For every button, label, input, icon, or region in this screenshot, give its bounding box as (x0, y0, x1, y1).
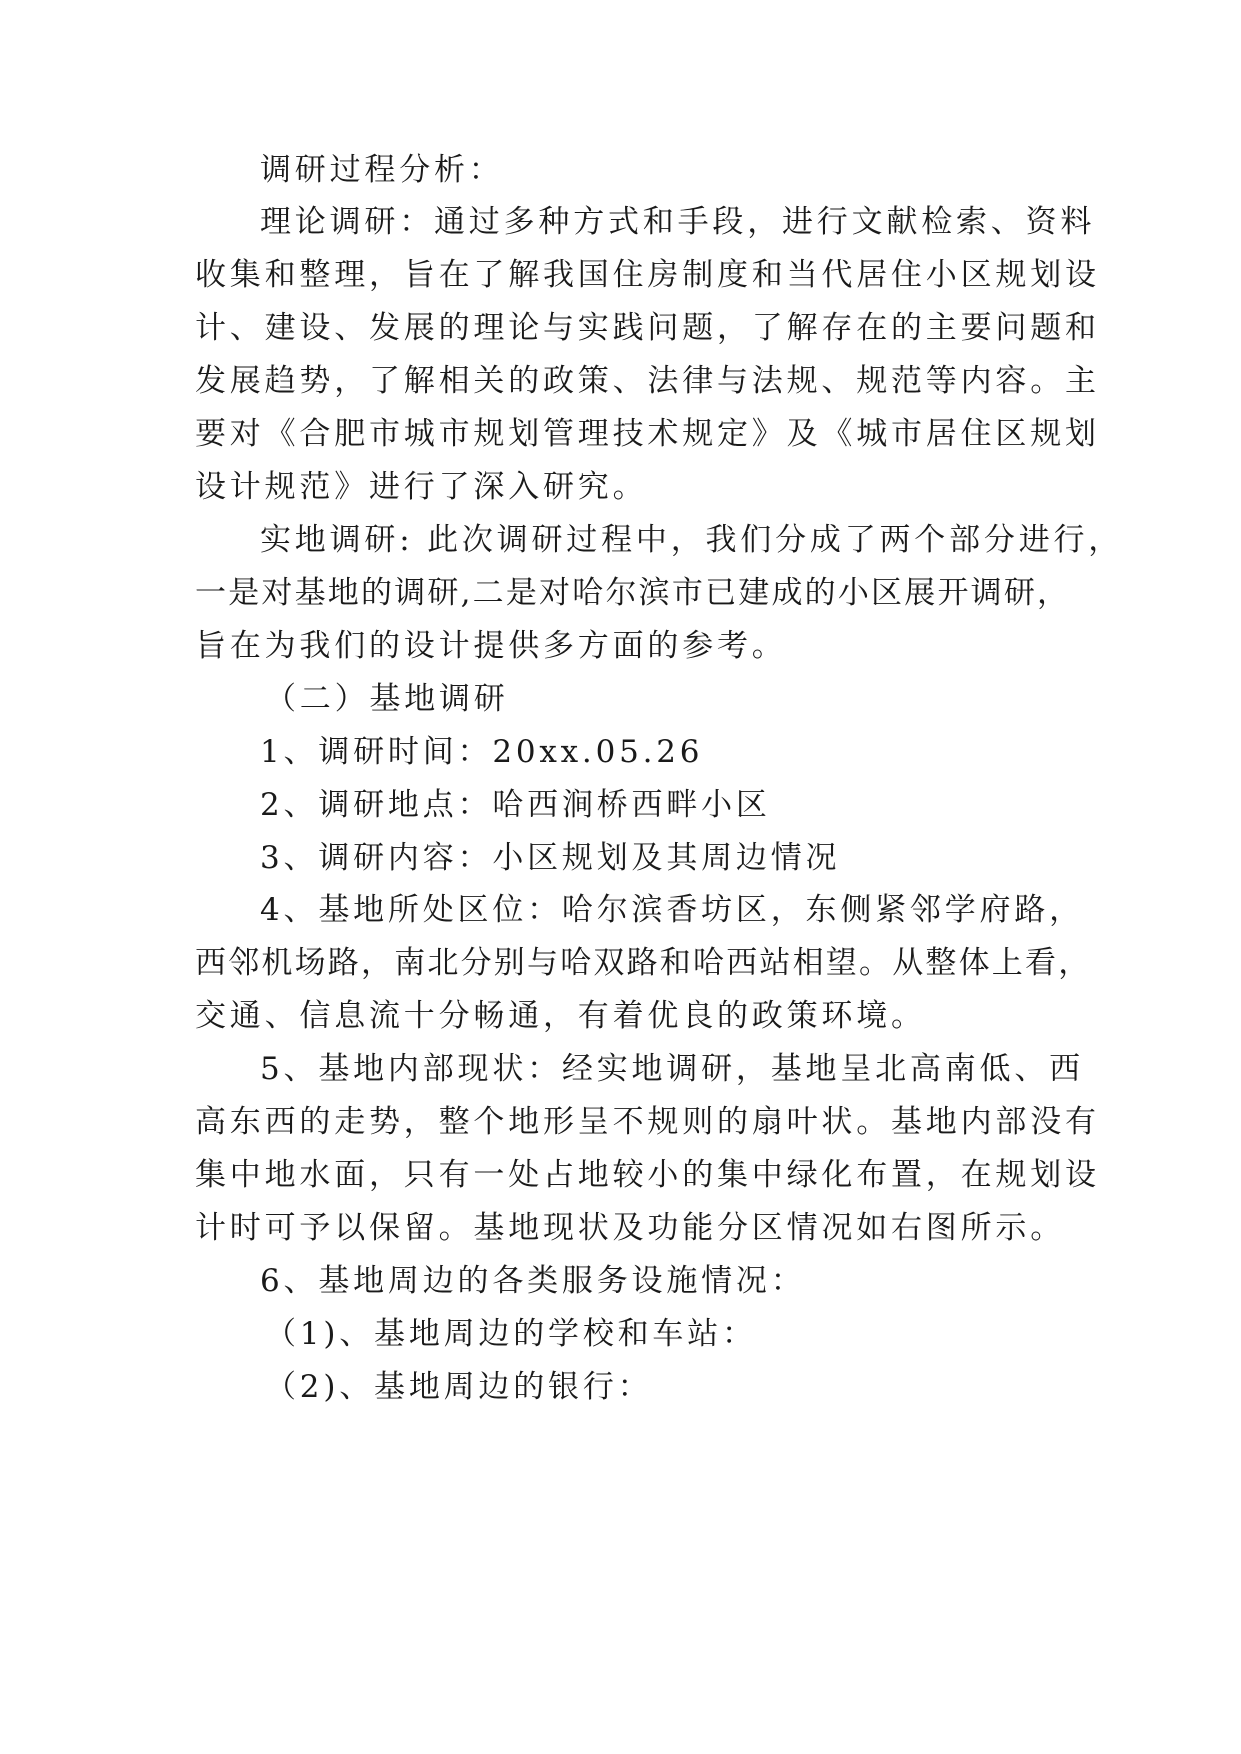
list-item-service-facilities: 6、基地周边的各类服务设施情况： (260, 1263, 806, 1299)
list-item-research-location: 2、调研地点：哈西涧桥西畔小区 (260, 787, 771, 823)
paragraph-theory-line-6: 设计规范》进行了深入研究。 (195, 469, 648, 505)
section-heading-site-research: （二）基地调研 (265, 681, 509, 717)
paragraph-site-location-line-2: 西邻机场路，南北分别与哈双路和哈西站相望。从整体上看， (195, 945, 1092, 981)
paragraph-field-line-1: 实地调研: 此次调研过程中，我们分成了两个部分进行， (260, 522, 1124, 558)
paragraph-site-status-line-3: 集中地水面，只有一处占地较小的集中绿化布置，在规划设 (195, 1157, 1100, 1193)
paragraph-field-line-2: 一是对基地的调研,二是对哈尔滨市已建成的小区展开调研， (195, 575, 1071, 611)
paragraph-theory-line-5: 要对《合肥市城市规划管理技术规定》及《城市居住区规划 (195, 416, 1100, 452)
list-item-research-content: 3、调研内容：小区规划及其周边情况 (260, 840, 841, 876)
paragraph-site-location-line-3: 交通、信息流十分畅通，有着优良的政策环境。 (195, 998, 926, 1034)
section-heading-research-process: 调研过程分析： (260, 152, 504, 188)
list-item-research-time: 1、调研时间：20xx.05.26 (260, 734, 704, 770)
sub-item-banks: （2)、基地周边的银行： (265, 1369, 653, 1405)
sub-item-schools-stations: （1)、基地周边的学校和车站： (265, 1316, 757, 1352)
paragraph-site-status-line-1: 5、基地内部现状：经实地调研，基地呈北高南低、西 (260, 1051, 1084, 1087)
paragraph-theory-line-3: 计、建设、发展的理论与实践问题，了解存在的主要问题和 (195, 310, 1100, 346)
paragraph-site-status-line-4: 计时可予以保留。基地现状及功能分区情况如右图所示。 (195, 1210, 1065, 1246)
paragraph-site-location-line-1: 4、基地所处区位：哈尔滨香坊区，东侧紧邻学府路， (260, 892, 1084, 928)
paragraph-field-line-3: 旨在为我们的设计提供多方面的参考。 (195, 628, 787, 664)
paragraph-theory-line-4: 发展趋势，了解相关的政策、法律与法规、规范等内容。主 (195, 363, 1100, 399)
paragraph-theory-line-2: 收集和整理，旨在了解我国住房制度和当代居住小区规划设 (195, 257, 1100, 293)
paragraph-site-status-line-2: 高东西的走势，整个地形呈不规则的扇叶状。基地内部没有 (195, 1104, 1100, 1140)
paragraph-theory-line-1: 理论调研：通过多种方式和手段，进行文献检索、资料 (260, 204, 1096, 240)
